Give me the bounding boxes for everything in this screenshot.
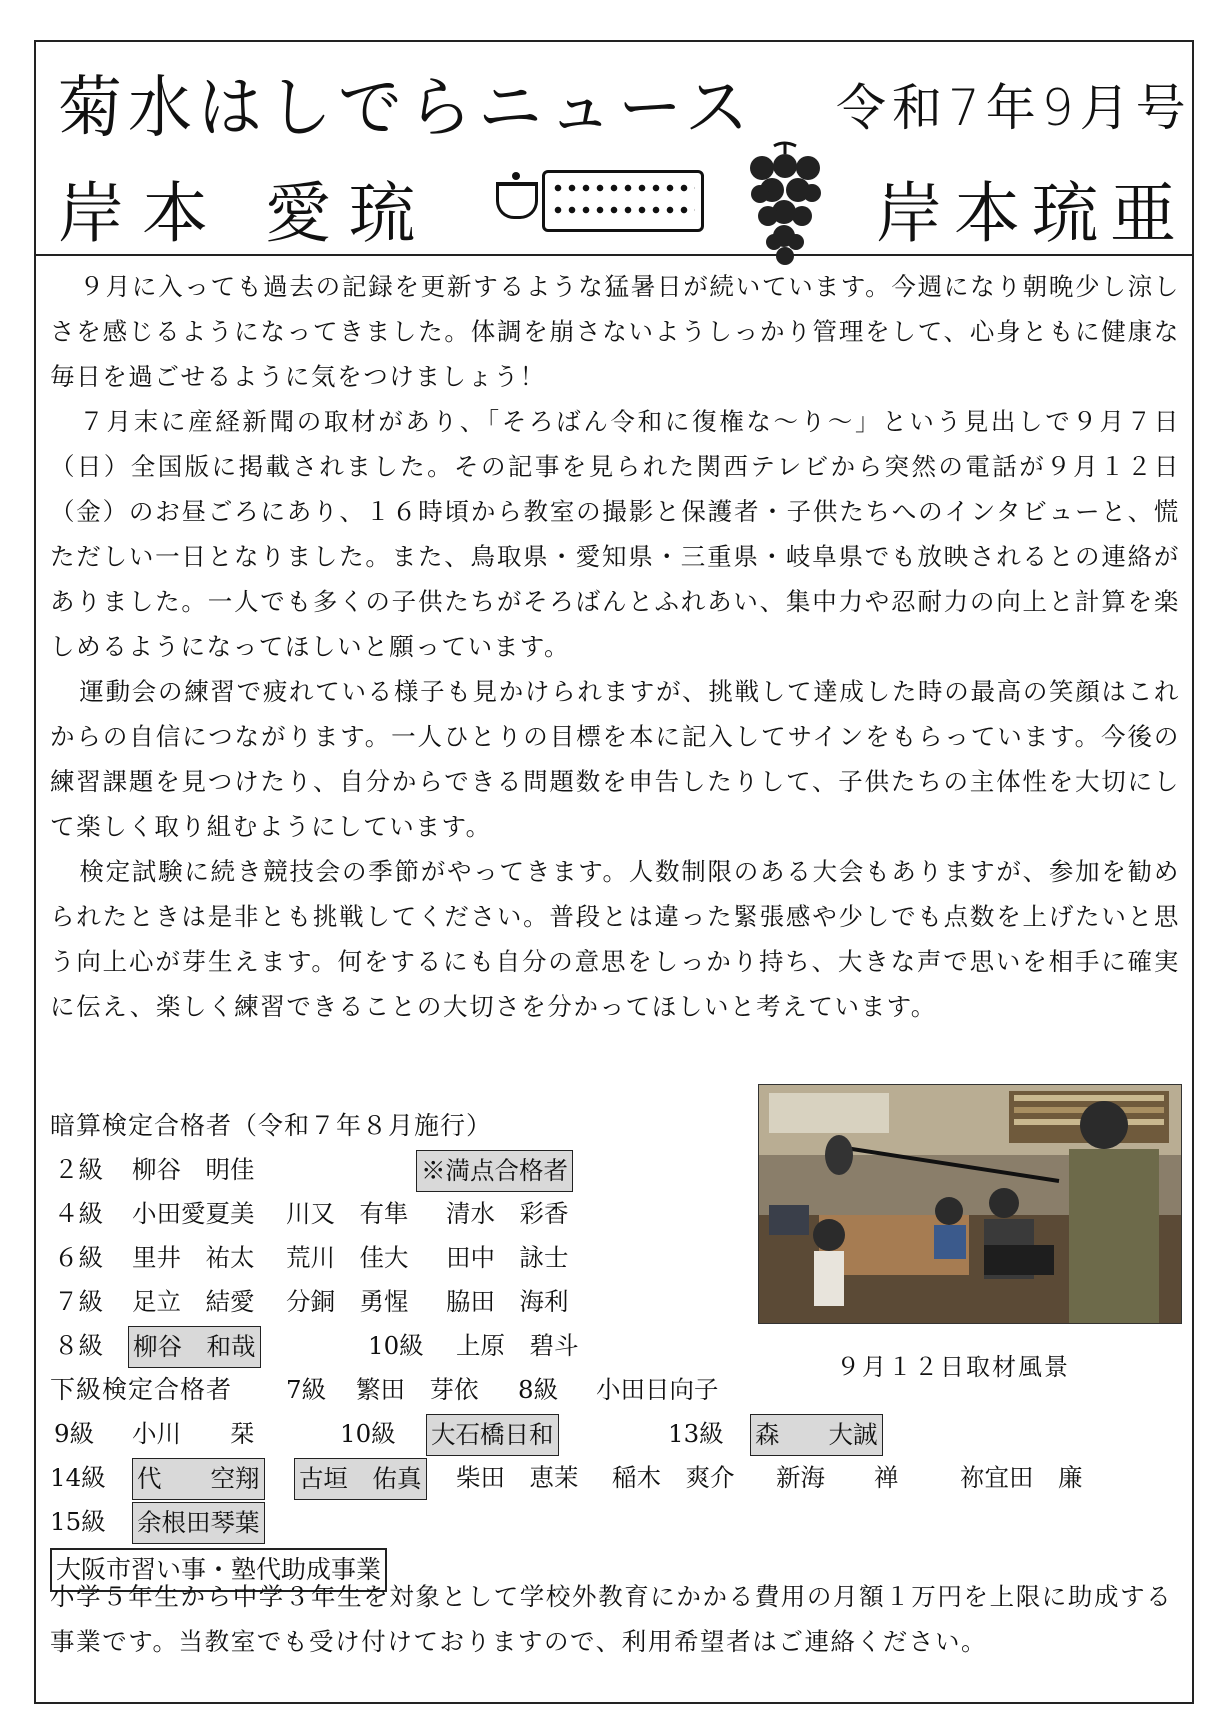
abacus-doodle-icon [542,170,704,232]
cup-doodle-icon [496,182,538,219]
photo-caption: ９月１２日取材風景 [836,1353,1070,1381]
kakyu-heading: 下級検定合格者 [50,1375,233,1404]
subsidy-heading: 大阪市習い事・塾代助成事業 [50,1548,387,1592]
paragraph-2: ７月末に産経新聞の取材があり、「そろばん令和に復権な〜り〜」という見出しで９月７日（日）全国版に掲載されました。その記事を見られた関西テレビから突然の電話が９月１２日（金）のお昼ごろにあり、１６時頃から教室の撮影と保護者・子供たちへのインタビューと、慌ただしい一日となりました。また、鳥取県・愛知県・三重県・岐阜県でも放映されるとの連絡がありました。一人でも多くの子供たちがそろばんとふれあい、集中力や忍耐力の向上と計算を楽しめるようになってほしいと願っています。 [50,407,1180,661]
subsidy-text: 小学５年生から中学３年生を対象として学校外教育にかかる費用の月額１万円を上限に助成する事業です。当教室でも受け付けておりますので、利用希望者はご連絡ください。 [50,1582,1173,1656]
paragraph-3: 運動会の練習で疲れている様子も見かけられますが、挑戦して達成した時の最高の笑顔はこれからの自信につながります。一人ひとりの目標を本に記入してサインをもらっています。今後の練習課題を見つけたり、自分からできる問題数を申告したりして、子供たちの主体性を大切にして楽しく取り組むようにしています。 [50,677,1180,841]
paragraph-1: ９月に入っても過去の記録を更新するような猛暑日が続いています。今週になり朝晩少し涼しさを感じるようになってきました。体調を崩さないようしっかり管理をして、心身ともに健康な毎日を過ごせるように気をつけましょう！ [50,272,1180,391]
newsletter-title: 菊水はしでらニュース [58,69,755,148]
perfect-score-label: ※満点合格者 [416,1150,573,1192]
issue-date: 令和7年9月号 [836,79,1192,137]
subsidy-text-block [50,1574,1180,1664]
paragraph-4: 検定試験に続き競技会の季節がやってきます。人数制限のある大会もありますが、参加を勧められたときは是非とも挑戦してください。普段とは違った緊張感や少しでも点数を上げたいと思う向上心が芽生えます。何をするにも自分の意思をしっかり持ち、大きな声で思いを相手に確実に伝え、楽しく練習できることの大切さを分かってほしいと考えています。 [50,857,1180,1021]
article-body [50,264,1180,1029]
author-name-left: 岸本 愛琉 [58,175,433,252]
author-name-right: 岸本琉亜 [876,175,1188,252]
newsletter-frame: 菊水はしでらニュース 令和7年9月号 岸本 愛琉 岸本琉亜 ９月に入っても過去の記録を更新するような猛暑日が続いています。今週になり朝晩少し涼しさを感じるようになってきました。体調を崩さないようしっかり管理をして、心身ともに健康な毎日を過ごせるように気をつけましょう！ ７月末に産経新聞の取材があり、「そろばん令和に復権な〜り〜」という見出しで９月７日（日）全国版に掲載されました。その記事を見られた関西テレビから突然の電話が９月１２日（金）のお昼ごろにあり、１６時頃から教室の撮影と保護者・子供たちへのインタビューと、慌ただしい一日となりました。また、鳥取県・愛知県・三重県・岐阜県でも放映されるとの連絡がありました。一人でも多くの子供たちがそろばんとふれあい、集中力や忍耐力の向上と計算を楽しめるようになってほしいと願っています。 運動会の練習で疲れている様子も見かけられますが、挑戦して達成した時の最高の笑顔はこれからの自信につながります。一人ひとりの目標を本に記入してサインをもらっています。今後の練習課題を見つけたり、自分からできる問題数を申告したりして、子供たちの主体性を大切にして楽しく取り組むようにしています。 検定試験に続き競技会の季節がやってきます。人数制限のある大会もありますが、参加を勧められたときは是非とも挑戦してください。普段とは違った緊張感や少しでも点数を上げたいと思う向上心が芽生えます。何をするにも自分の意思をしっかり持ち、大きな声で思いを相手に確実に伝え、楽しく練習できることの大切さを分かってほしいと考えています。 ９月１２日取材風景 暗算検定合格者（令和７年８月施行） ２級 柳谷 明佳 ※満点合格者 ４級 小田愛夏美 川又 有隼 清水 彩香 ６級 里井 祐太 荒川 佳大 田中 詠士 ７級 足立 結愛 分銅 勇惺 脇田 海利 ８級 柳谷 和哉 10級 上原 碧斗 下級検定合格者 7級 繁田 芽依 8級 小田日向子 9級 小川 栞 10級 大石橋日和 13級 森 大誠 14級 代 空翔 古垣 佑真 柴田 恵茉 稲木 爽介 新海 禅 祢宜田 廉 15級 余根田琴葉 大阪市習い事・塾代助成事業 小学５年生から中学３年生を対象として学校外教育にかかる費用の月額１万円を上限に助成する事業です。当教室でも受け付けておりますので、利用希望者はご連絡ください。 [34,40,1194,1704]
grapes-doodle-icon [744,138,826,268]
interview-photo [758,1084,1182,1324]
newsletter-header [36,42,1192,256]
